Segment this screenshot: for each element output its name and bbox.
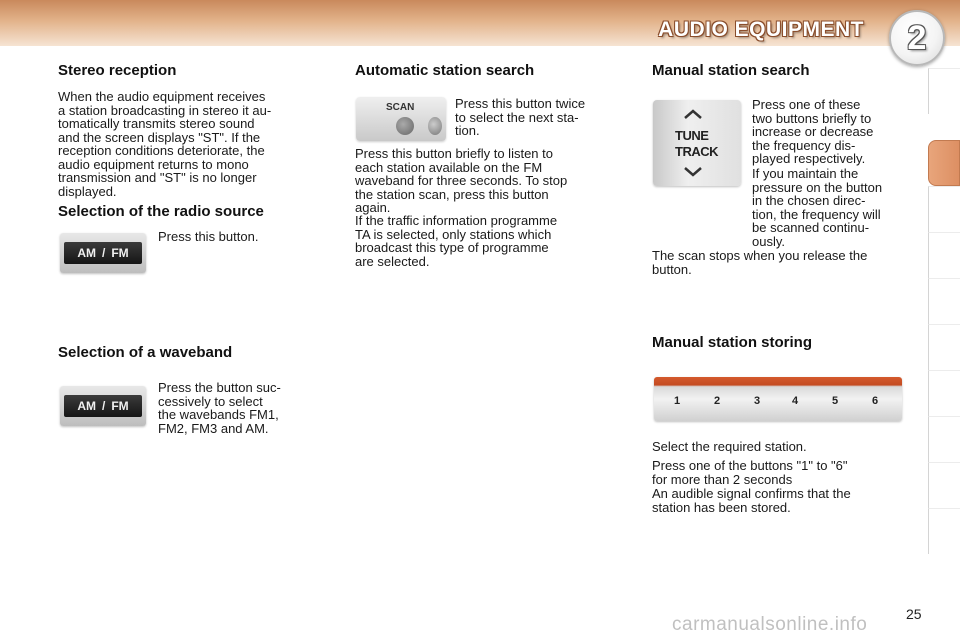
preset-2-label: 2 <box>714 395 721 407</box>
header-divider <box>0 46 900 48</box>
chevron-icons <box>653 100 741 186</box>
traffic-info-text: If the traffic information programme TA is selected, only stations which broadcast this type of programme are selected. <box>355 213 558 269</box>
watermark: carmanualsonline.info <box>672 614 868 635</box>
chapter-tab[interactable] <box>928 232 960 278</box>
storing-text-1: Select the required station. <box>652 439 807 454</box>
am-fm-button-image <box>60 233 146 273</box>
chapter-badge <box>889 10 945 66</box>
knob-icon <box>396 117 414 135</box>
separator-label: / <box>102 399 106 413</box>
automatic-search-text: Press this button briefly to listen to each station available on the FM waveband for three seconds. To stop the station scan, press this button again. <box>355 146 568 215</box>
manual-search-text-1: Press one of these two buttons briefly to increase or decrease the frequency dis- played respectively. <box>752 97 874 166</box>
scan-button-image <box>356 97 446 141</box>
radio-source-heading: Selection of the radio source <box>58 203 264 220</box>
waveband-text: Press the button suc- cessively to select the wavebands FM1, FM2, FM3 and AM. <box>158 380 281 436</box>
fm-label: FM <box>111 399 129 413</box>
scan-stop-text: The scan stops when you release the button. <box>652 248 868 277</box>
chapter-tab[interactable] <box>928 508 960 554</box>
stereo-reception-heading: Stereo reception <box>58 62 177 79</box>
chapter-tabs <box>928 68 960 574</box>
storing-text-2: Press one of the buttons "1" to "6" for more than 2 seconds <box>652 458 848 487</box>
preset-4-label: 4 <box>792 395 799 407</box>
tune-label: TUNE <box>675 128 709 143</box>
preset-buttons-image <box>654 377 902 421</box>
tune-track-button-image <box>653 100 741 186</box>
knob-icon <box>428 117 442 135</box>
chapter-tab[interactable] <box>928 462 960 508</box>
am-fm-button-image <box>60 386 146 426</box>
chapter-tab[interactable] <box>928 416 960 462</box>
am-label: AM <box>77 246 96 260</box>
preset-5-label: 5 <box>832 395 839 407</box>
chapter-tab[interactable] <box>928 324 960 370</box>
separator-label: / <box>102 246 106 260</box>
fm-label: FM <box>111 246 129 260</box>
chapter-tab[interactable] <box>928 68 960 114</box>
preset-6-label: 6 <box>872 395 879 407</box>
manual-storing-heading: Manual station storing <box>652 334 813 351</box>
preset-1-label: 1 <box>674 395 681 407</box>
chapter-tab[interactable] <box>928 370 960 416</box>
manual-search-heading: Manual station search <box>652 62 810 79</box>
chapter-number: 2 <box>907 18 927 57</box>
am-label: AM <box>77 399 96 413</box>
storing-text-3: An audible signal confirms that the station has been stored. <box>652 486 851 515</box>
manual-search-text-2: If you maintain the pressure on the button in the chosen direc- tion, the frequency will be scanned continu- ously. <box>752 166 883 249</box>
scan-button-text: Press this button twice to select the next sta- tion. <box>455 96 586 138</box>
radio-source-text: Press this button. <box>158 229 259 244</box>
chapter-tab[interactable] <box>928 278 960 324</box>
page-title: AUDIO EQUIPMENT <box>658 18 864 41</box>
stereo-reception-text: When the audio equipment receives a station broadcasting in stereo it au- tomatically transmits stereo sound and the screen displays "ST". If the reception conditions deteriorate, the audio equipment returns to mono transmission and "ST" is no longer displayed. <box>58 89 272 199</box>
chapter-tab-active[interactable] <box>928 140 960 186</box>
automatic-search-heading: Automatic station search <box>355 62 535 79</box>
page-number: 25 <box>906 606 922 622</box>
preset-3-label: 3 <box>754 395 761 407</box>
scan-label: SCAN <box>386 102 415 113</box>
waveband-heading: Selection of a waveband <box>58 344 233 361</box>
track-label: TRACK <box>675 144 718 159</box>
chapter-tab[interactable] <box>928 186 960 232</box>
